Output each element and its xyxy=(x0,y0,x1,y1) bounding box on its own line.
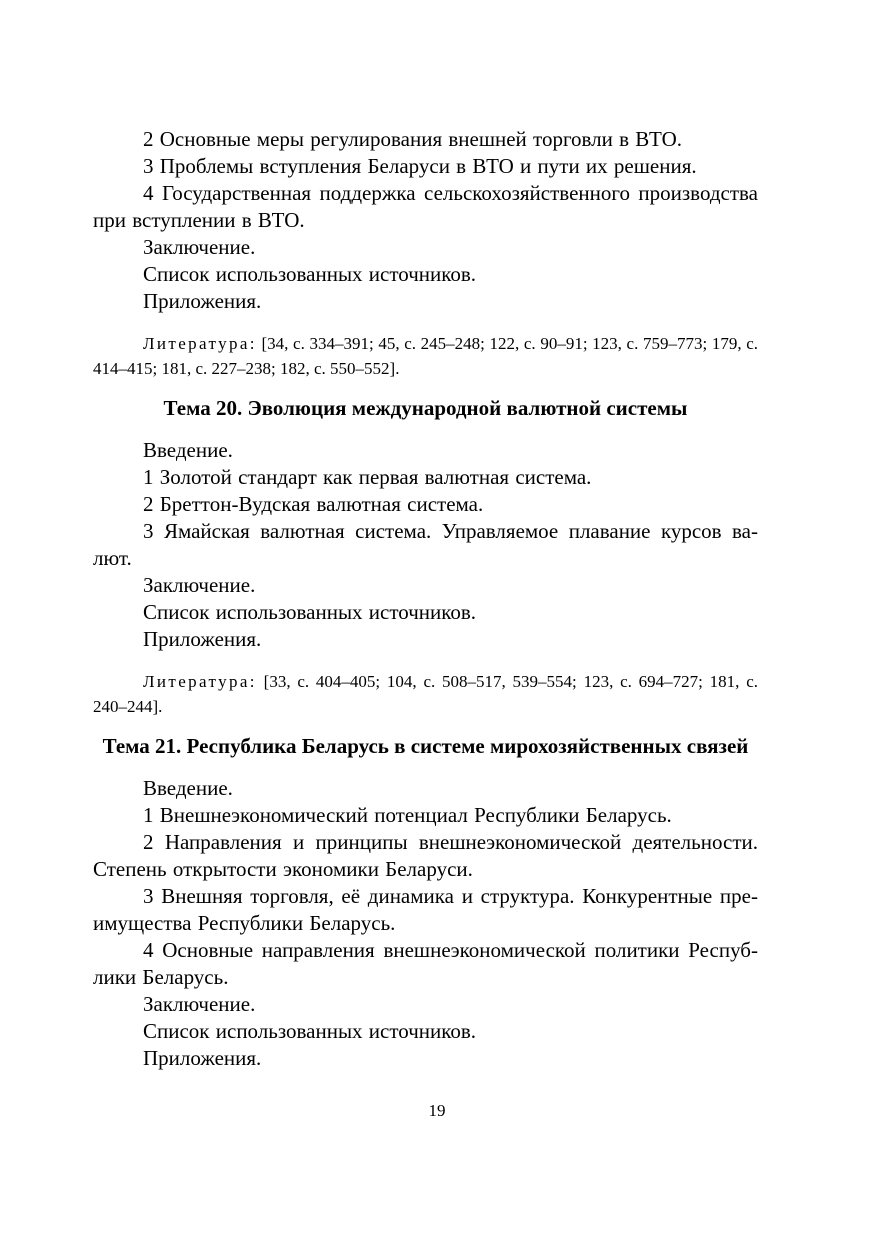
outline-item: Заключение. xyxy=(143,235,256,259)
literature-note xyxy=(93,331,758,381)
literature-note xyxy=(93,669,758,719)
outline-item: Введение. xyxy=(143,438,233,462)
outline-item: Приложения. xyxy=(143,627,262,651)
outline-item: 1 Внешнеэкономический потенциал Республики Беларусь. xyxy=(143,803,672,827)
outline-item: 2 Основные меры регулирования внешней торговли в ВТО. xyxy=(143,127,683,151)
outline-item: 4 Основные направления внешнеэкономической политики Республики Беларусь. xyxy=(93,938,758,989)
outline-item: 2 Бреттон-Вудская валютная система. xyxy=(143,492,484,516)
page-content xyxy=(93,126,758,1072)
topic-20-title: Тема 20. Эволюция международной валютной системы xyxy=(163,396,688,420)
outline-item: Заключение. xyxy=(143,992,256,1016)
literature-label: Литература: xyxy=(143,672,257,691)
section-topic-20 xyxy=(93,393,758,719)
topic-21-title: Тема 21. Республика Беларусь в системе мирохозяйственных связей xyxy=(102,734,749,758)
literature-label: Литература: xyxy=(143,334,257,353)
page-number: 19 xyxy=(428,1101,446,1120)
outline-item: Приложения. xyxy=(143,1046,262,1070)
section-topic-21 xyxy=(93,731,758,1072)
outline-item: Список использованных источников. xyxy=(143,1019,477,1043)
outline-item: Приложения. xyxy=(143,289,262,313)
literature-references: [34, с. 334–391; 45, с. 245–248; 122, с. 90–91; 123, с. 759–773; 179, с. 414–415; 181, с. 227–238; 182, с. 550–552]. xyxy=(93,334,759,378)
section-topic-19-continuation xyxy=(93,126,758,381)
literature-references: [33, с. 404–405; 104, с. 508–517, 539–554; 123, с. 694–727; 181, с. 240–244]. xyxy=(93,672,758,716)
outline-item: 3 Внешняя торговля, её динамика и структура. Конкурентные преимущества Республики Беларусь. xyxy=(93,884,758,935)
outline-item: 4 Государственная поддержка сельскохозяйственного производства при вступлении в ВТО. xyxy=(93,181,758,232)
outline-item: 3 Ямайская валютная система. Управляемое плавание курсов валют. xyxy=(93,519,758,570)
outline-item: Список использованных источников. xyxy=(143,262,477,286)
outline-item: 2 Направления и принципы внешнеэкономической деятельности. Степень открытости экономики Беларуси. xyxy=(93,830,758,881)
outline-item: Заключение. xyxy=(143,573,256,597)
outline-item: 3 Проблемы вступления Беларуси в ВТО и пути их решения. xyxy=(143,154,697,178)
outline-item: Список использованных источников. xyxy=(143,600,477,624)
outline-item: Введение. xyxy=(143,776,233,800)
outline-item: 1 Золотой стандарт как первая валютная система. xyxy=(143,465,592,489)
